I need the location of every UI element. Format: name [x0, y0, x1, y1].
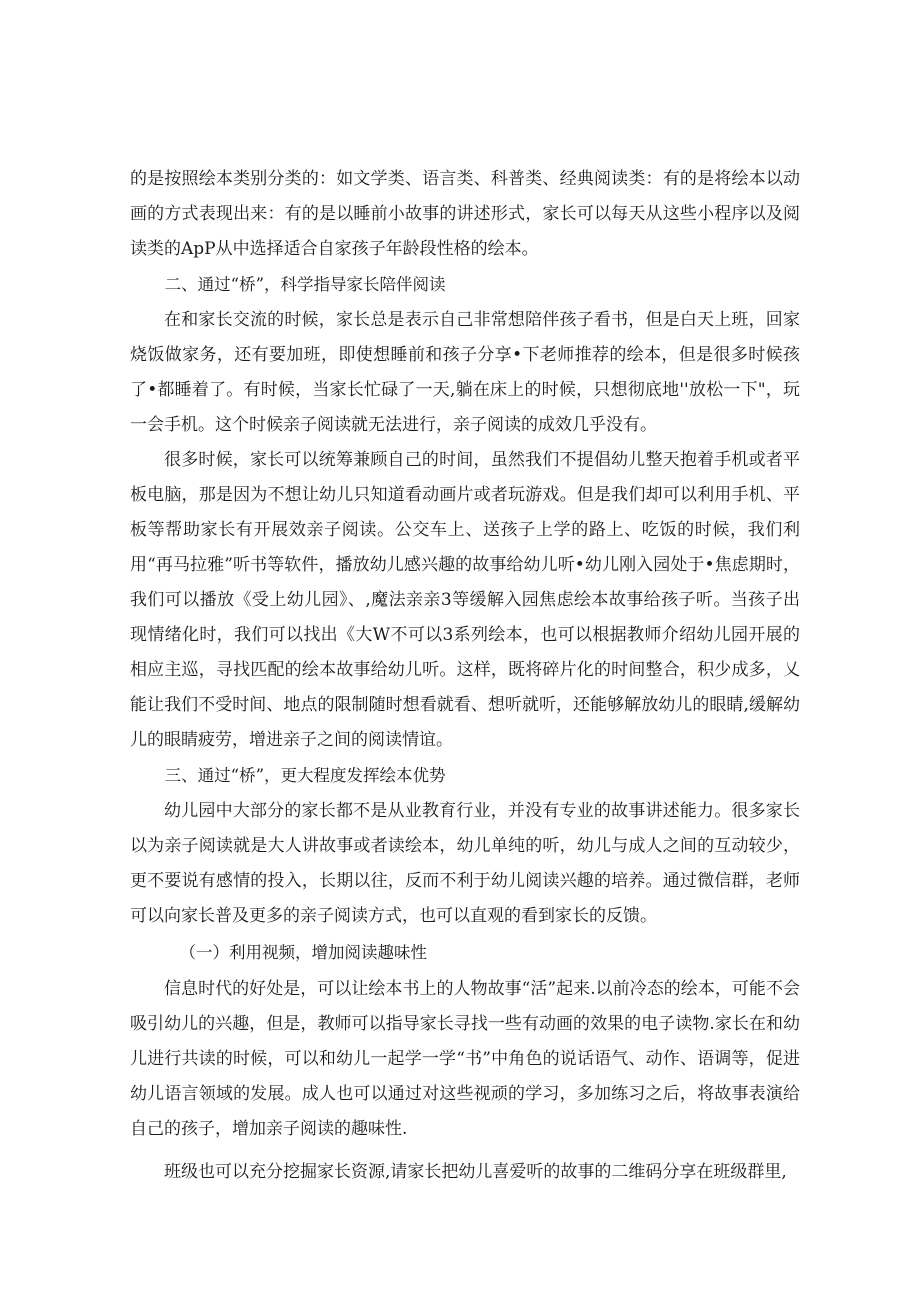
- paragraph-class-resources: 班级也可以充分挖掘家长资源,请家长把幼儿喜爱听的故事的二维码分享在班级群里,: [164, 1162, 787, 1182]
- paragraph-parent-communication: 在和家长交流的时候，家长总是表示自己非常想陪伴孩子看书，但是白天上班，回家烧饭做家务，还有要加班，即使想睡前和孩子分享•下老师推荐的绘本，但是很多时候孩了•都睡着了。有时候，当家长忙碌了一天,躺在床上的时候，只想彻底地''放松一下"，玩一会手机。这个时候亲子阅读就无法进行，亲子阅读的成效几乎没有。: [130, 310, 800, 435]
- document-body: [130, 162, 800, 1190]
- paragraph-parent-ability: 幼儿园中大部分的家长都不是从业教育行业，并没有专业的故事讲述能力。很多家长以为亲子阅读就是大人讲故事或者读绘本，幼儿单纯的听，幼儿与成人之间的互动较少，更不要说有感情的投入，长期以往，反而不利于幼儿阅读兴趣的培养。通过微信群，老师可以向家长普及更多的亲子阅读方式，也可以直观的看到家长的反馈。: [130, 801, 800, 926]
- paragraph-video-reading: 信息时代的好处是，可以让绘本书上的人物故事“活”起来.以前冷态的绘本，可能不会吸引幼儿的兴趣，但是，教师可以指导家长寻找一些有动画的效果的电子读物.家长在和幼儿进行共读的时候，可以和幼儿一起学一学“书”中角色的说话语气、动作、语调等，促进幼儿语言领域的发展。成人也可以通过对这些视顽的学习，多加练习之后，将故事表演给自己的孩子，增加亲子阅读的趣味性.: [130, 979, 800, 1139]
- section-heading-two: 二、通过“桥”，科学指导家长陪伴阅读: [164, 275, 446, 294]
- subsection-heading-one: （一）利用视频，增加阅读趣味性: [179, 943, 427, 962]
- section-heading-three: 三、通过“桥”，更大程度发挥绘本优势: [164, 766, 446, 785]
- paragraph-continued: 的是按照绘本类别分类的：如文学类、语言类、科普类、经典阅读类：有的是将绘本以动画的方式表现出来：有的是以睡前小故事的讲述形式，家长可以每天从这些小程序以及阅读类的ApP从中选择适合自家孩子年龄段性格的绘本。: [130, 169, 800, 259]
- paragraph-time-management: 很多时候，家长可以统筹兼顾自己的时间，虽然我们不提倡幼儿整天抱着手机或者平板电脑，那是因为不想让幼儿只知道看动画片或者玩游戏。但是我们却可以利用手机、平板等帮助家长有开展效亲子阅读。公交车上、送孩子上学的路上、吃饭的时候，我们利用“再马拉雅”听书等软件，播放幼儿感兴趣的故事给幼儿听•幼儿刚入园处于•焦虑期时，我们可以播放《受上幼儿园》、,魔法亲亲3等缓解入园焦虑绘本故事给孩子听。当孩子出现情绪化时，我们可以找出《大W不可以3系列绘本，也可以根据教师介绍幼儿园开展的相应主巡，寻找匹配的绘本故事给幼儿听。这样，既将碎片化的时间整合，积少成多，乂能让我们不受时间、地点的限制随时想看就看、想听就听，还能够解放幼儿的眼睛,缓解幼儿的眼睛疲劳，增进亲子之间的阅读情谊。: [130, 450, 800, 750]
